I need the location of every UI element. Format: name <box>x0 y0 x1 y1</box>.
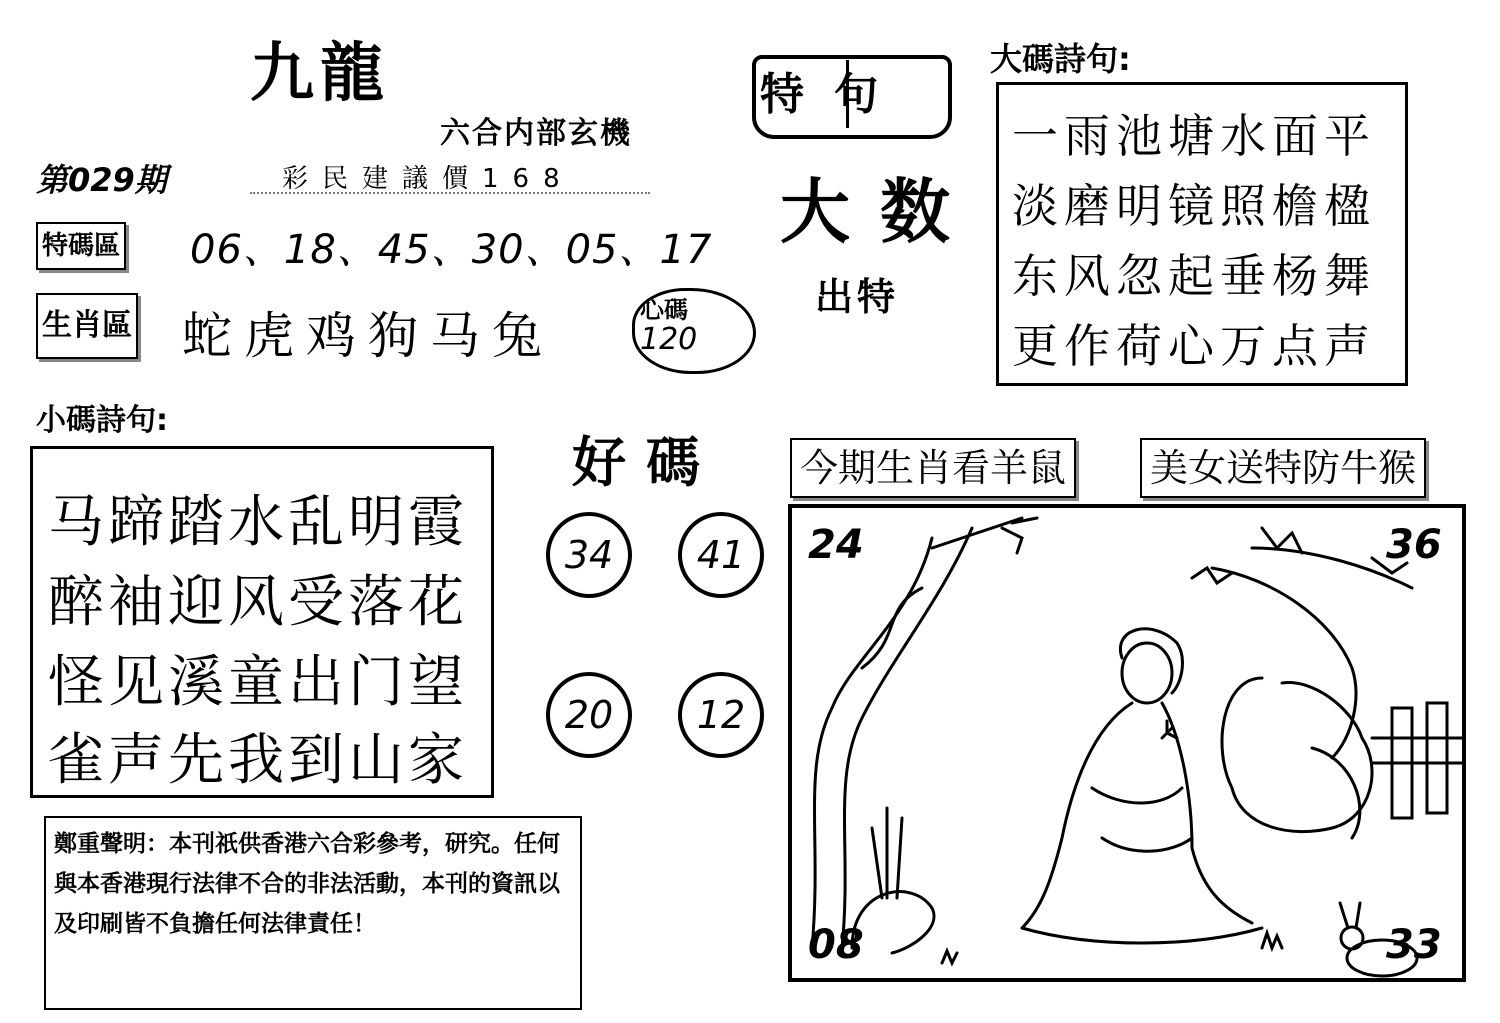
illustration-panel <box>788 504 1466 982</box>
disclaimer-text: 鄭重聲明：本刊祇供香港六合彩參考，研究。任何與本香港現行法律不合的非法活動，本刊的資訊以及印刷皆不負擔任何法律責任！ <box>54 831 560 937</box>
big-poem-line: 东风忽起垂杨舞 <box>1012 249 1376 303</box>
price-divider <box>250 192 650 197</box>
corner-number-bottom-right: 33 <box>1386 922 1442 968</box>
good-numbers-label: 好碼 <box>572 431 720 494</box>
good-number-circle: 34 <box>546 512 632 598</box>
corner-number-bottom-left: 08 <box>808 922 864 968</box>
zodiac-tip-tag: 今期生肖看羊鼠 <box>790 438 1076 498</box>
zodiac-zone-label: 生肖區 <box>36 293 138 359</box>
small-poem-line: 马蹄踏水乱明霞 <box>48 490 468 555</box>
small-poem-line: 怪见溪童出门望 <box>48 650 468 715</box>
big-poem-line: 一雨池塘水面平 <box>1012 109 1376 163</box>
chute-caption: 出特 <box>815 275 900 319</box>
page-title: 九龍 <box>250 36 390 111</box>
special-tip-tag: 美女送特防牛猴 <box>1140 438 1426 498</box>
page-subtitle: 六合内部玄機 <box>440 116 632 151</box>
cloud-badge-number: 120 <box>640 322 698 357</box>
special-zone-label: 特碼區 <box>36 222 126 270</box>
small-poem-label: 小碼詩句: <box>36 403 168 438</box>
big-poem-line: 更作荷心万点声 <box>1012 319 1376 373</box>
good-number-circle: 41 <box>678 512 764 598</box>
small-poem-line: 雀声先我到山家 <box>48 728 468 793</box>
corner-number-top-left: 24 <box>808 522 864 568</box>
corner-number-top-right: 36 <box>1386 522 1442 568</box>
zodiac-animals: 蛇虎鸡狗马兔 <box>182 307 554 365</box>
good-number-circle: 20 <box>546 672 632 758</box>
special-zone-numbers: 06、18、45、30、05、17 <box>190 227 713 273</box>
issue-number: 第029期 <box>36 161 167 199</box>
good-number-circle: 12 <box>678 672 764 758</box>
lady-rabbit-illustration <box>792 508 1462 978</box>
big-poem-label: 大碼詩句: <box>990 40 1131 78</box>
small-poem-line: 醉袖迎风受落花 <box>48 570 468 635</box>
cloud-badge-label: 心碼 <box>640 296 688 324</box>
price-label: 彩民建議價168 <box>282 164 574 194</box>
big-poem-line: 淡磨明镜照檐楹 <box>1012 179 1376 233</box>
book-title: 特句 <box>760 69 908 120</box>
big-number-heading: 大数 <box>780 171 980 253</box>
